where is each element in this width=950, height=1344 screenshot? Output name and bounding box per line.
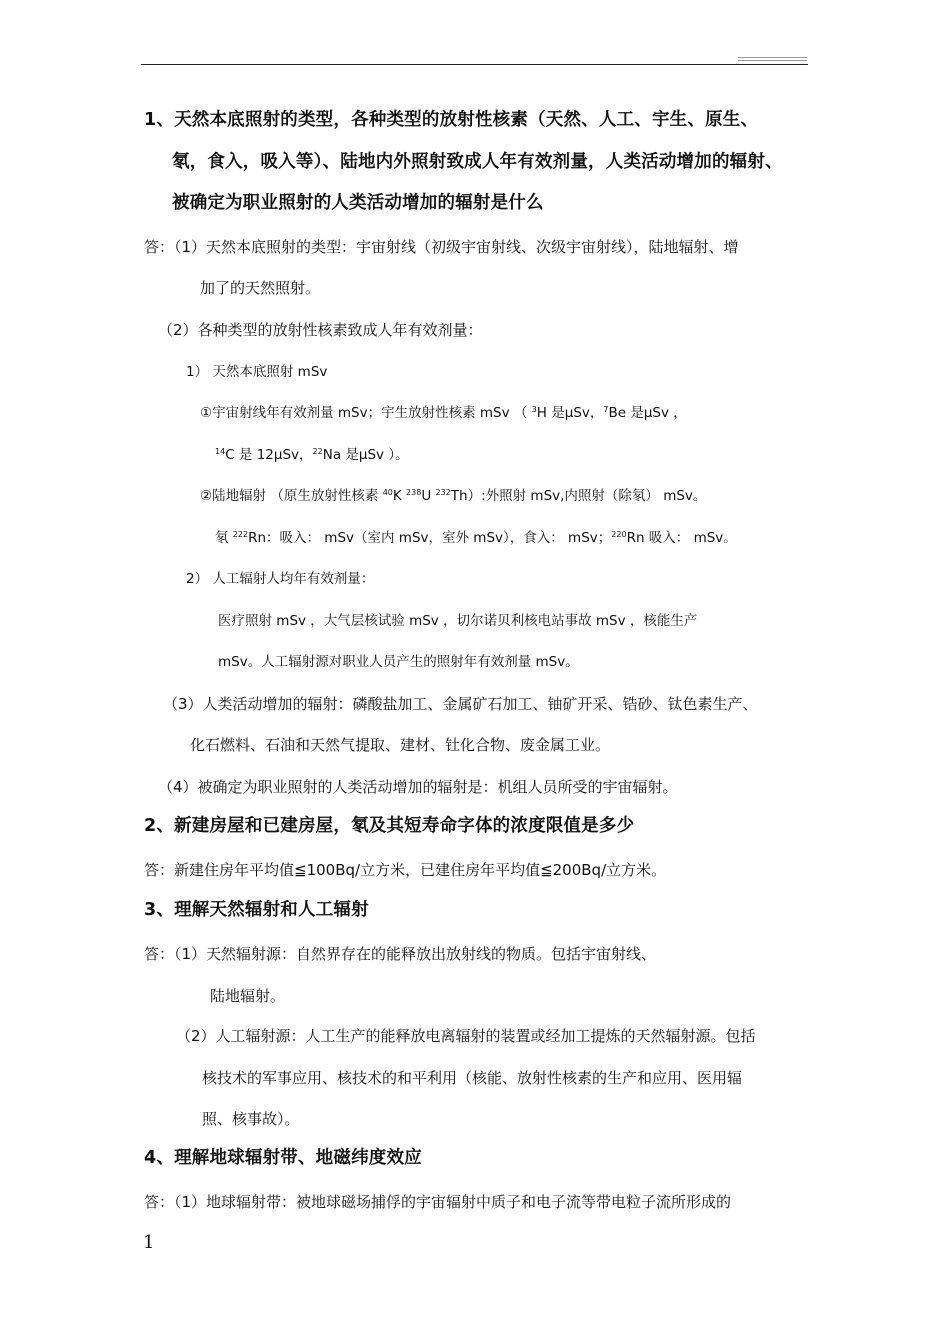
answer-3-line-3: （2）人工辐射源：人工生产的能释放电离辐射的装置或经加工提炼的天然辐射源。包括	[176, 1027, 756, 1045]
question-1-line-1: 1、天然本底照射的类型，各种类型的放射性核素（天然、人工、宇生、原生、	[144, 110, 759, 130]
text-run: C 是 12μSv，	[225, 447, 313, 463]
answer-3-line-5: 照、核事故）。	[202, 1110, 300, 1128]
text-run: Th）:外照射 mSv,内照射（除氡） mSv。	[450, 488, 707, 504]
answer-1-line-2: 加了的天然照射。	[200, 279, 321, 297]
answer-1-line-12: （3）人类活动增加的辐射：磷酸盐加工、金属矿石加工、铀矿开采、锆砂、钛色素生产、	[163, 695, 758, 713]
text-run: Be 是μSv ，	[608, 405, 687, 421]
text-run: Rn 吸入： mSv。	[626, 530, 737, 546]
question-1-line-2: 氡，食入，吸入等）、陆地内外照射致成人年有效剂量，人类活动增加的辐射、	[172, 152, 783, 172]
answer-1-line-3: （2）各种类型的放射性核素致成人年有效剂量：	[158, 321, 483, 339]
answer-1-line-4: 1） 天然本底照射 mSv	[186, 364, 328, 380]
text-run: 氡	[215, 530, 233, 546]
answer-1-line-8	[215, 528, 737, 548]
answer-1-line-9: 2） 人工辐射人均年有效剂量：	[186, 571, 375, 587]
text-run: Rn：吸入： mSv（室内 mSv，室外 mSv），食入： mSv；	[248, 530, 612, 546]
answer-1-line-6	[215, 445, 409, 465]
answer-1-line-11: mSv。人工辐射源对职业人员产生的照射年有效剂量 mSv。	[218, 654, 579, 670]
answer-1-line-5	[200, 403, 687, 423]
superscript: 220	[611, 530, 627, 539]
page-number: 1	[143, 1232, 155, 1253]
answer-2: 答：新建住房年平均值≦100Bq/立方米，已建住房年平均值≦200Bq/立方米。	[144, 861, 667, 879]
superscript: 238	[406, 488, 422, 497]
header-mark-line	[738, 57, 807, 58]
answer-1-line-14: （4）被确定为职业照射的人类活动增加的辐射是：机组人员所受的宇宙辐射。	[158, 778, 678, 796]
answer-1-line-13: 化石燃料、石油和天然气提取、建材、钍化合物、废金属工业。	[190, 736, 611, 754]
answer-1-line-7	[200, 486, 706, 506]
answer-3-line-2: 陆地辐射。	[210, 987, 286, 1005]
superscript: 3	[531, 405, 537, 414]
text-run: U	[421, 488, 436, 504]
answer-1-line-1: 答：（1）天然本底照射的类型：宇宙射线（初级宇宙射线、次级宇宙射线），陆地辐射、增	[144, 238, 739, 256]
header-mark-line	[738, 60, 807, 61]
superscript: 22	[312, 447, 323, 456]
answer-3-line-1: 答：（1）天然辐射源：自然界存在的能释放出放射线的物质。包括宇宙射线、	[144, 945, 657, 963]
superscript: 222	[232, 530, 249, 539]
text-run: ②陆地辐射 （原生放射性核素	[200, 488, 383, 504]
question-4: 4、理解地球辐射带、地磁纬度效应	[144, 1148, 422, 1168]
text-run: K	[392, 488, 407, 504]
text-run: H 是μSv，	[536, 405, 604, 421]
text-run: ①宇宙射线年有效剂量 mSv；宇生放射性核素 mSv （	[200, 405, 532, 421]
answer-1-line-10: 医疗照射 mSv ，大气层核试验 mSv ，切尔诺贝利核电站事故 mSv ，核能生产	[218, 613, 698, 629]
superscript: 14	[215, 447, 226, 456]
answer-4-line-1: 答：（1）地球辐射带：被地球磁场捕俘的宇宙辐射中质子和电子流等带电粒子流所形成的	[144, 1193, 732, 1211]
question-2: 2、新建房屋和已建房屋，氡及其短寿命字体的浓度限值是多少	[144, 816, 635, 836]
question-1-line-3: 被确定为职业照射的人类活动增加的辐射是什么	[172, 193, 544, 213]
answer-3-line-4: 核技术的军事应用、核技术的和平利用（核能、放射性核素的生产和应用、医用辐	[202, 1069, 743, 1087]
text-run: Na 是μSv ）。	[322, 447, 409, 463]
superscript: 40	[382, 488, 393, 497]
superscript: 232	[435, 488, 451, 497]
question-3: 3、理解天然辐射和人工辐射	[144, 900, 369, 920]
header-rule	[141, 64, 808, 65]
superscript: 7	[603, 405, 609, 414]
